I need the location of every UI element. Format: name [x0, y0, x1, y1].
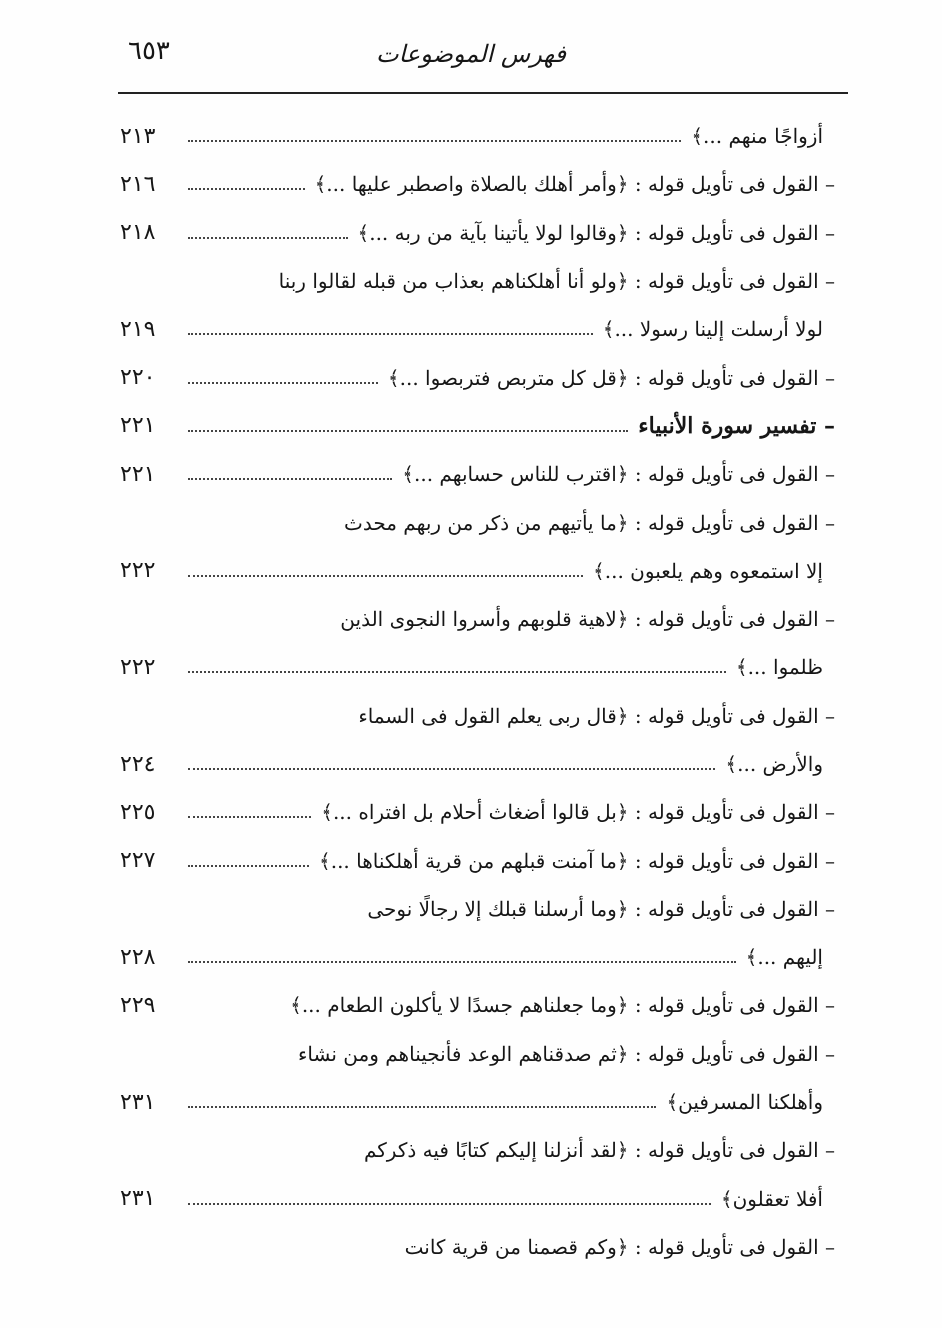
toc-entry	[120, 547, 835, 595]
toc-entry	[120, 595, 835, 643]
toc-entry	[120, 740, 835, 788]
toc-entry-page-number: ٢٢٠	[120, 365, 156, 391]
toc-entry	[120, 981, 835, 1029]
toc-entry	[120, 305, 835, 353]
toc-entry-text: – القول فى تأويل قوله : ﴿وما جعلناهم جسدًا لا يأكلون الطعام ...﴾	[290, 993, 835, 1018]
toc-entry	[120, 836, 835, 884]
dot-leader	[188, 961, 736, 963]
toc-entry-text: – القول فى تأويل قوله : ﴿قال ربى يعلم القول فى السماء	[358, 703, 835, 728]
toc-entry	[120, 209, 835, 257]
toc-entry	[120, 450, 835, 498]
toc-entry-page-number: ٢٣١	[120, 1089, 156, 1115]
toc-entry-text: ظلموا ...﴾	[735, 655, 823, 680]
toc-entry-text: – القول فى تأويل قوله : ﴿لاهية قلوبهم وأسروا النجوى الذين	[340, 607, 835, 632]
toc-entry-text: – القول فى تأويل قوله : ﴿لقد أنزلنا إليكم كتابًا فيه ذكركم	[363, 1138, 835, 1163]
toc-entry-text: – القول فى تأويل قوله : ﴿ما يأتيهم من ذكر من ربهم محدث	[344, 510, 835, 535]
toc-entry	[120, 498, 835, 546]
toc-entry	[120, 885, 835, 933]
toc-entry	[120, 1126, 835, 1174]
toc-entry-page-number: ٢٣١	[120, 1186, 156, 1212]
toc-entry	[120, 160, 835, 208]
toc-entry	[120, 353, 835, 401]
dot-leader	[188, 430, 628, 432]
dot-leader	[188, 188, 305, 190]
dot-leader	[188, 333, 593, 335]
toc-entry-text: – القول فى تأويل قوله : ﴿بل قالوا أضغاث أحلام بل افتراه ...﴾	[321, 800, 835, 825]
toc-entry-page-number: ٢٢٨	[120, 944, 156, 970]
toc-entry	[120, 1030, 835, 1078]
toc-entry	[120, 1078, 835, 1126]
toc-entry	[120, 402, 835, 450]
toc-entry	[120, 257, 835, 305]
toc-entry-text: – القول فى تأويل قوله : ﴿ثم صدقناهم الوعد فأنجيناهم ومن نشاء	[298, 1041, 835, 1066]
dot-leader	[188, 478, 392, 480]
dot-leader	[188, 575, 583, 577]
toc-entry-text: – القول فى تأويل قوله : ﴿وقالوا لولا يأتينا بآية من ربه ...﴾	[357, 220, 835, 245]
dot-leader	[188, 1106, 656, 1108]
toc-entry-text: – القول فى تأويل قوله : ﴿وكم قصمنا من قرية كانت	[404, 1234, 835, 1259]
toc-entry	[120, 933, 835, 981]
toc-entry-text: لولا أرسلت إلينا رسولا ...﴾	[602, 317, 823, 342]
toc-entry-page-number: ٢٢١	[120, 413, 156, 439]
toc-entry-page-number: ٢٢٩	[120, 992, 156, 1018]
toc-entry-text: والأرض ...﴾	[725, 752, 823, 776]
toc-entry-text: إلا استمعوه وهم يلعبون ...﴾	[593, 558, 823, 583]
toc-entry-text: – القول فى تأويل قوله : ﴿ولو أنا أهلكناهم بعذاب من قبله لقالوا ربنا	[278, 269, 835, 294]
toc-entry-page-number: ٢٢١	[120, 461, 156, 487]
toc-entry-text: – القول فى تأويل قوله : ﴿وما أرسلنا قبلك إلا رجالًا نوحى	[367, 896, 835, 921]
dot-leader	[188, 768, 715, 770]
dot-leader	[188, 865, 309, 867]
dot-leader	[188, 671, 726, 673]
toc-entry	[120, 692, 835, 740]
toc-entry-page-number: ٢١٦	[120, 171, 156, 197]
toc-entry-text: وأهلكنا المسرفين﴾	[666, 1090, 823, 1115]
toc-entry-text: أفلا تعقلون﴾	[720, 1186, 823, 1211]
dot-leader	[188, 1009, 280, 1011]
toc-entry-text: أزواجًا منهم ...﴾	[691, 124, 823, 149]
dot-leader	[188, 140, 681, 142]
dot-leader	[188, 237, 348, 239]
running-title: فهرس الموضوعات	[376, 40, 566, 68]
toc-entry-page-number: ٢١٩	[120, 316, 156, 342]
toc-entry	[120, 112, 835, 160]
dot-leader	[188, 1203, 711, 1205]
toc-entry	[120, 788, 835, 836]
toc-entry	[120, 1223, 835, 1271]
toc-entry-page-number: ٢٢٥	[120, 799, 156, 825]
toc-entry-page-number: ٢٢٢	[120, 558, 156, 584]
dot-leader	[188, 382, 378, 384]
toc-entry-text: – تفسير سورة الأنبياء	[638, 412, 835, 439]
table-of-contents	[120, 112, 835, 1271]
toc-entry-page-number: ٢٢٧	[120, 848, 156, 874]
toc-entry-page-number: ٢١٨	[120, 220, 156, 246]
toc-entry-text: – القول فى تأويل قوله : ﴿قل كل متربص فتربصوا ...﴾	[387, 365, 835, 390]
toc-entry-text: – القول فى تأويل قوله : ﴿وأمر أهلك بالصلاة واصطبر عليها ...﴾	[314, 172, 835, 197]
toc-entry	[120, 1175, 835, 1223]
toc-entry-text: – القول فى تأويل قوله : ﴿ما آمنت قبلهم من قرية أهلكناها ...﴾	[319, 848, 835, 873]
toc-entry-page-number: ٢٢٤	[120, 751, 156, 777]
dot-leader	[188, 816, 311, 818]
toc-entry-text: – القول فى تأويل قوله : ﴿اقترب للناس حسابهم ...﴾	[402, 462, 835, 487]
toc-entry-page-number: ٢٢٢	[120, 654, 156, 680]
toc-entry-page-number: ٢١٣	[120, 123, 156, 149]
toc-entry-text: إليهم ...﴾	[745, 945, 823, 970]
header-rule	[118, 92, 848, 94]
page-number: ٦٥٣	[128, 36, 170, 66]
toc-entry	[120, 643, 835, 691]
